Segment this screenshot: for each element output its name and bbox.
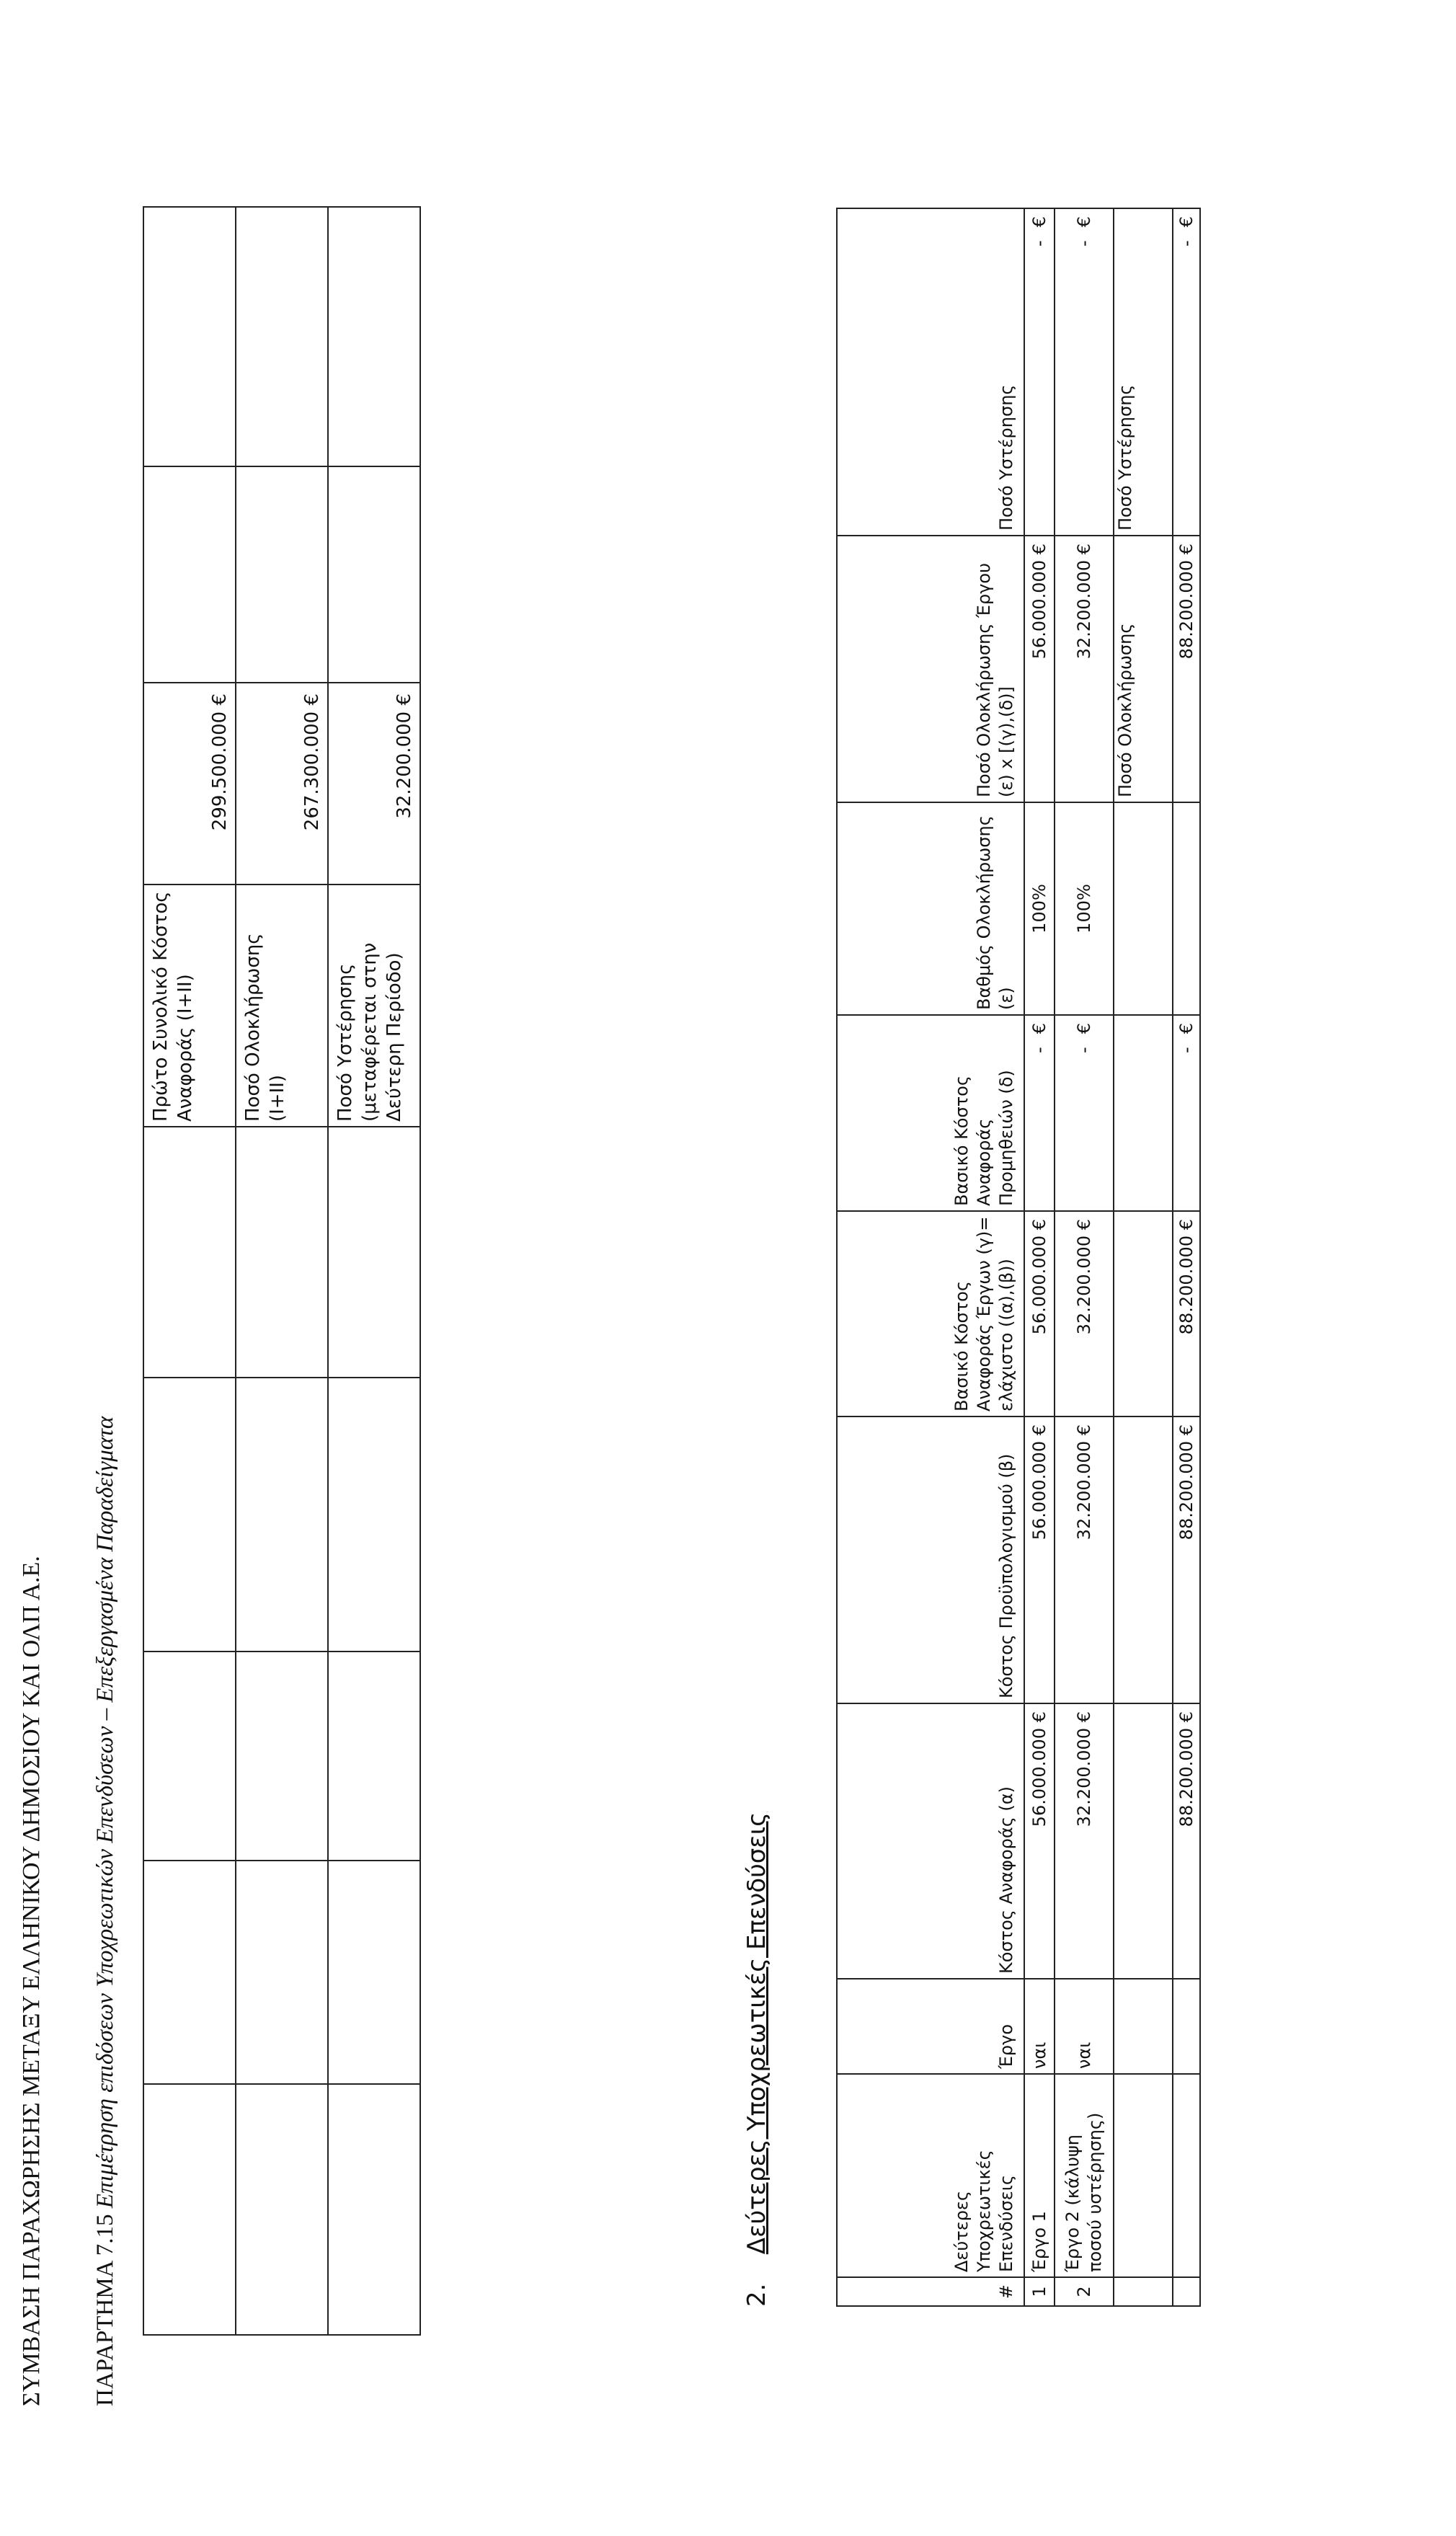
currency: €: [1029, 1023, 1049, 1034]
ref-cost: 56.000.000 €: [1024, 1703, 1055, 1979]
currency: €: [1176, 216, 1197, 228]
investment-name: Έργο 2 (κάλυψη ποσού υστέρησης): [1055, 2074, 1114, 2277]
basic-supplies: [1055, 1015, 1114, 1211]
summary-row: [143, 207, 236, 2335]
budget-cost: 56.000.000 €: [1024, 1416, 1055, 1703]
summary-label: Πρώτο Συνολικό Κόστος Αναφοράς (I+II): [143, 885, 236, 1127]
row-number: 1: [1024, 2277, 1055, 2306]
completion-amount: 32.200.000 €: [1055, 536, 1114, 802]
col-header-completion-amount: Ποσό Ολοκλήρωσης Έργου (ε) x [(γ),(δ)]: [837, 536, 1024, 802]
table-row: [1055, 208, 1114, 2306]
currency: €: [1029, 216, 1049, 228]
total-basic-supplies: [1173, 1015, 1200, 1211]
basic-supplies: [1024, 1015, 1055, 1211]
col-header-basic-works: Βασικό Κόστος Αναφοράς Έργων (γ)= ελάχιστο ((α),(β)): [837, 1211, 1024, 1416]
project-flag: ναι: [1055, 1979, 1114, 2074]
ref-cost: 32.200.000 €: [1055, 1703, 1114, 1979]
dash: -: [1073, 240, 1094, 247]
annex-heading: [92, 1416, 119, 2406]
col-header-completion-degree: Βαθμός Ολοκλήρωσης (ε): [837, 802, 1024, 1015]
investment-name: Έργο 1: [1024, 2074, 1055, 2277]
total-basic-works: 88.200.000 €: [1173, 1211, 1200, 1416]
col-header-shortfall: Ποσό Υστέρησης: [837, 208, 1024, 536]
currency: €: [1073, 1023, 1094, 1034]
summary-row: [236, 207, 328, 2335]
completion-degree: 100%: [1024, 802, 1055, 1015]
annex-label: ΠΑΡΑΡΤΗΜΑ 7.15: [92, 2214, 118, 2406]
contract-title: ΣΥΜΒΑΣΗ ΠΑΡΑΧΩΡΗΣΗΣ ΜΕΤΑΞΥ ΕΛΛΗΝΙΚΟΥ ΔΗΜΟΣΙΟΥ ΚΑΙ ΟΛΠ Α.Ε.: [18, 1556, 45, 2406]
total-budget-cost: 88.200.000 €: [1173, 1416, 1200, 1703]
shortfall-amount: [1024, 208, 1055, 536]
table-subheader-row: [1114, 208, 1173, 2306]
table-row: [1024, 208, 1055, 2306]
summary-table: [143, 206, 421, 2336]
total-shortfall: [1173, 208, 1200, 536]
investments-table: [836, 208, 1201, 2307]
summary-label: Ποσό Ολοκλήρωσης (I+II): [236, 885, 328, 1127]
basic-works: 56.000.000 €: [1024, 1211, 1055, 1416]
col-header-investment: Δεύτερες Υποχρεωτικές Επενδύσεις: [837, 2074, 1024, 2277]
col-header-project: Έργο: [837, 1979, 1024, 2074]
summary-value: 32.200.000 €: [328, 683, 420, 885]
dash: -: [1029, 1047, 1049, 1053]
section-heading: [742, 1812, 771, 2307]
total-ref-cost: 88.200.000 €: [1173, 1703, 1200, 1979]
col-header-budget-cost: Κόστος Προϋπολογισμού (β): [837, 1416, 1024, 1703]
budget-cost: 32.200.000 €: [1055, 1416, 1114, 1703]
summary-value: 299.500.000 €: [143, 683, 236, 885]
row-number: 2: [1055, 2277, 1114, 2306]
section-title: Δεύτερες Υποχρεωτικές Επενδύσεις: [742, 1812, 771, 2255]
project-flag: ναι: [1024, 1979, 1055, 2074]
table-header-row: [837, 208, 1024, 2306]
summary-value: 267.300.000 €: [236, 683, 328, 885]
completion-degree: 100%: [1055, 802, 1114, 1015]
col-header-basic-supplies: Βασικό Κόστος Αναφοράς Προμηθειών (δ): [837, 1015, 1024, 1211]
summary-row: [328, 207, 420, 2335]
completion-amount: 56.000.000 €: [1024, 536, 1055, 802]
col-header-ref-cost: Κόστος Αναφοράς (α): [837, 1703, 1024, 1979]
shortfall-amount: [1055, 208, 1114, 536]
basic-works: 32.200.000 €: [1055, 1211, 1114, 1416]
dash: -: [1176, 1047, 1197, 1053]
subheader-shortfall: Ποσό Υστέρησης: [1114, 208, 1173, 536]
dash: -: [1073, 1047, 1094, 1053]
currency: €: [1176, 1023, 1197, 1034]
currency: €: [1073, 216, 1094, 228]
dash: -: [1029, 240, 1049, 247]
annex-title: Επιμέτρηση επιδόσεων Υποχρεωτικών Επενδύσεων – Επεξεργασμένα Παραδείγματα: [92, 1416, 118, 2209]
totals-row: [1173, 208, 1200, 2306]
summary-label: Ποσό Υστέρησης (μεταφέρεται στην Δεύτερη Περίοδο): [328, 885, 420, 1127]
section-number: 2.: [742, 2283, 771, 2307]
total-completion-amount: 88.200.000 €: [1173, 536, 1200, 802]
col-header-num: #: [837, 2277, 1024, 2306]
dash: -: [1176, 240, 1197, 247]
subheader-completion-amount: Ποσό Ολοκλήρωσης: [1114, 536, 1173, 802]
